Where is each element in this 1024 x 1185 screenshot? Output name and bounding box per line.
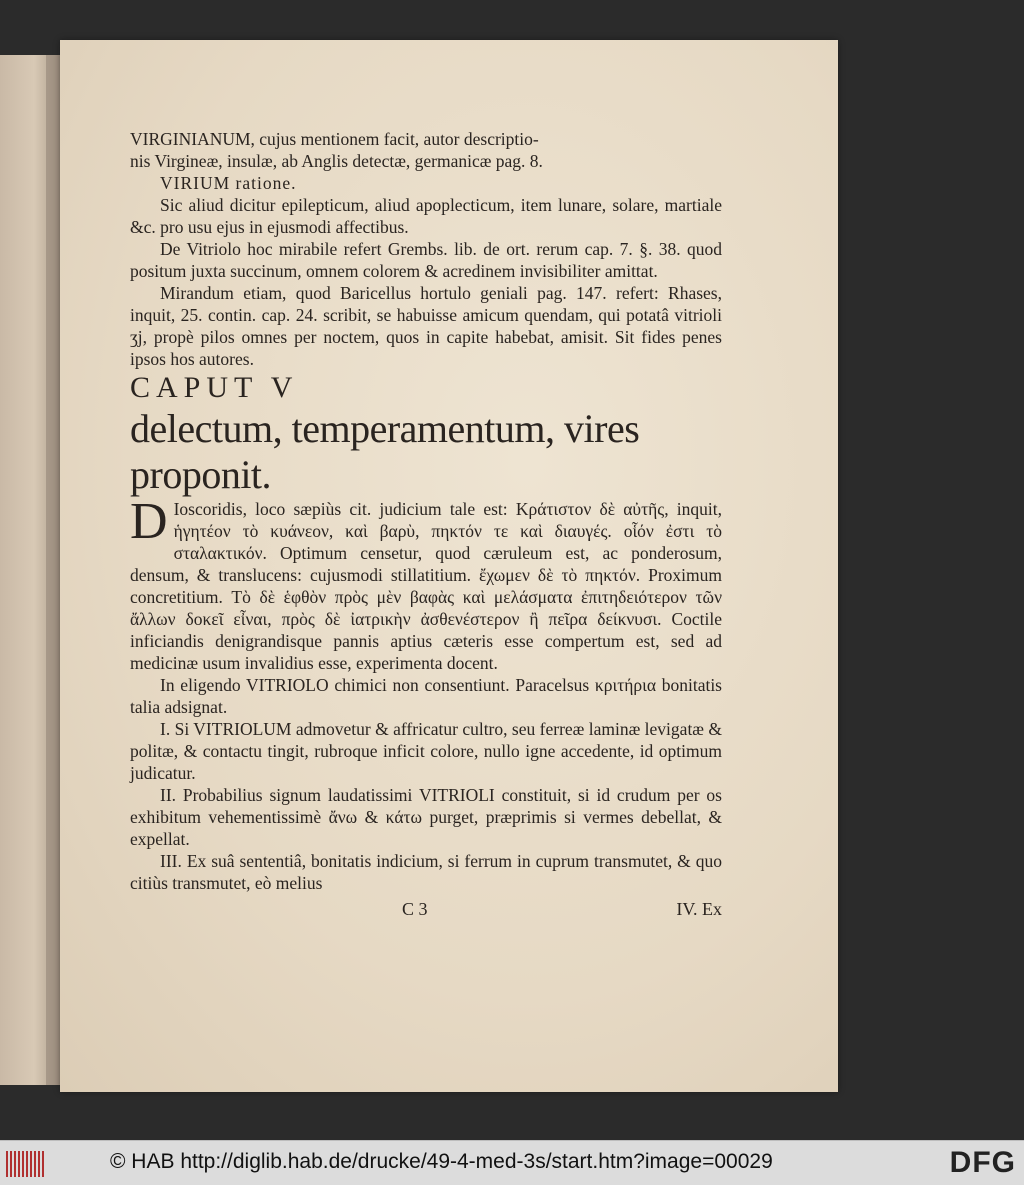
paragraph-3: Mirandum etiam, quod Baricellus hortulo geniali pag. 147. refert: Rhases, inquit, 25. contin. cap. 24. scribit, se habuisse amicum quendam, qui potatâ vitrioli ʒj, propè pilos omnes per noctem, quos in capite habebat, amisit. Sit fides penes ipsos hos autores.: [130, 283, 722, 369]
chapter-title-line-1: delectum, temperamentum, vires: [130, 406, 640, 451]
text-line-2: nis Virgineæ, insulæ, ab Anglis detectæ, germanicæ pag. 8.: [130, 151, 543, 171]
drop-cap: D: [130, 493, 168, 550]
chapter-number: CAPUT V: [130, 371, 299, 404]
barcode-icon: [6, 1151, 46, 1177]
page-text: [130, 128, 722, 924]
source-url-link[interactable]: © HAB http://diglib.hab.de/drucke/49-4-med-3s/start.htm?image=00029: [110, 1150, 773, 1173]
text-line-3: VIRIUM ratione.: [160, 173, 297, 193]
text-line-1: VIRGINIANUM, cujus mentionem facit, autor descriptio-: [130, 129, 539, 149]
signature-mark: C 3: [402, 899, 428, 919]
paragraph-8: III. Ex suâ sententiâ, bonitatis indicium, si ferrum in cuprum transmutet, & quo citiùs transmutet, eò melius: [130, 851, 722, 893]
paragraph-6: I. Si VITRIOLUM admovetur & affricatur cultro, seu ferreæ laminæ levigatæ & politæ, & contactu tingit, rubroque inficit colore, nullo igne accedente, id optimum judicatur.: [130, 719, 722, 783]
paragraph-2: De Vitriolo hoc mirabile refert Grembs. lib. de ort. rerum cap. 7. §. 38. quod positum juxta succinum, omnem colorem & acredinem invisibiliter amittat.: [130, 239, 722, 281]
book-page: [60, 40, 838, 1092]
paragraph-4: [130, 493, 722, 674]
paragraph-1: Sic aliud dicitur epilepticum, aliud apoplecticum, item lunare, solare, martiale &c. pro usu ejus in ejusmodi affectibus.: [130, 195, 722, 237]
paragraph-7: II. Probabilius signum laudatissimi VITRIOLI constituit, si id crudum per os exhibitum vehementissimè ἄνω & κάτω purget, præprimis si vermes debellat, & expellat.: [130, 785, 722, 849]
viewer-footer-bar: [0, 1140, 1024, 1185]
dfg-logo: DFG: [949, 1146, 1016, 1179]
chapter-title-line-2: proponit.: [130, 452, 272, 497]
paragraph-5: In eligendo VITRIOLO chimici non consentiunt. Paracelsus κριτήρια bonitatis talia adsignat.: [130, 675, 722, 717]
paragraph-4-text: Ioscoridis, loco sæpiùs cit. judicium tale est: Κράτιστον δὲ αὐτῆς, inquit, ἡγητέον τὸ κυάνεον, καὶ βαρὺ, πηκτόν τε καὶ διαυγές. οἷόν ἐστι τὸ σταλακτικόν. Optimum censetur, quod cæruleum est, ac ponderosum, densum, & translucens: cujusmodi stillatitium. ἔχωμεν δὲ τὸ πηκτόν. Proximum concretitium. Τὸ δὲ ἑφθὸν πρὸς μὲν βαφὰς καὶ μελάσματα ἐπιτηδειότερον τῶν ἄλλων δοκεῖ εἶναι, πρὸς δὲ ἰατρικὴν ἀσθενέστερον ἢ πεῖρα δείκνυσι. Coctile inficiandis denigrandisque pannis aptius cæteris esse compertum est, sed ad medicinæ usum invalidius esse, experimenta docent.: [130, 499, 722, 673]
page-footer: [130, 898, 722, 924]
catchword: IV. Ex: [676, 899, 722, 919]
